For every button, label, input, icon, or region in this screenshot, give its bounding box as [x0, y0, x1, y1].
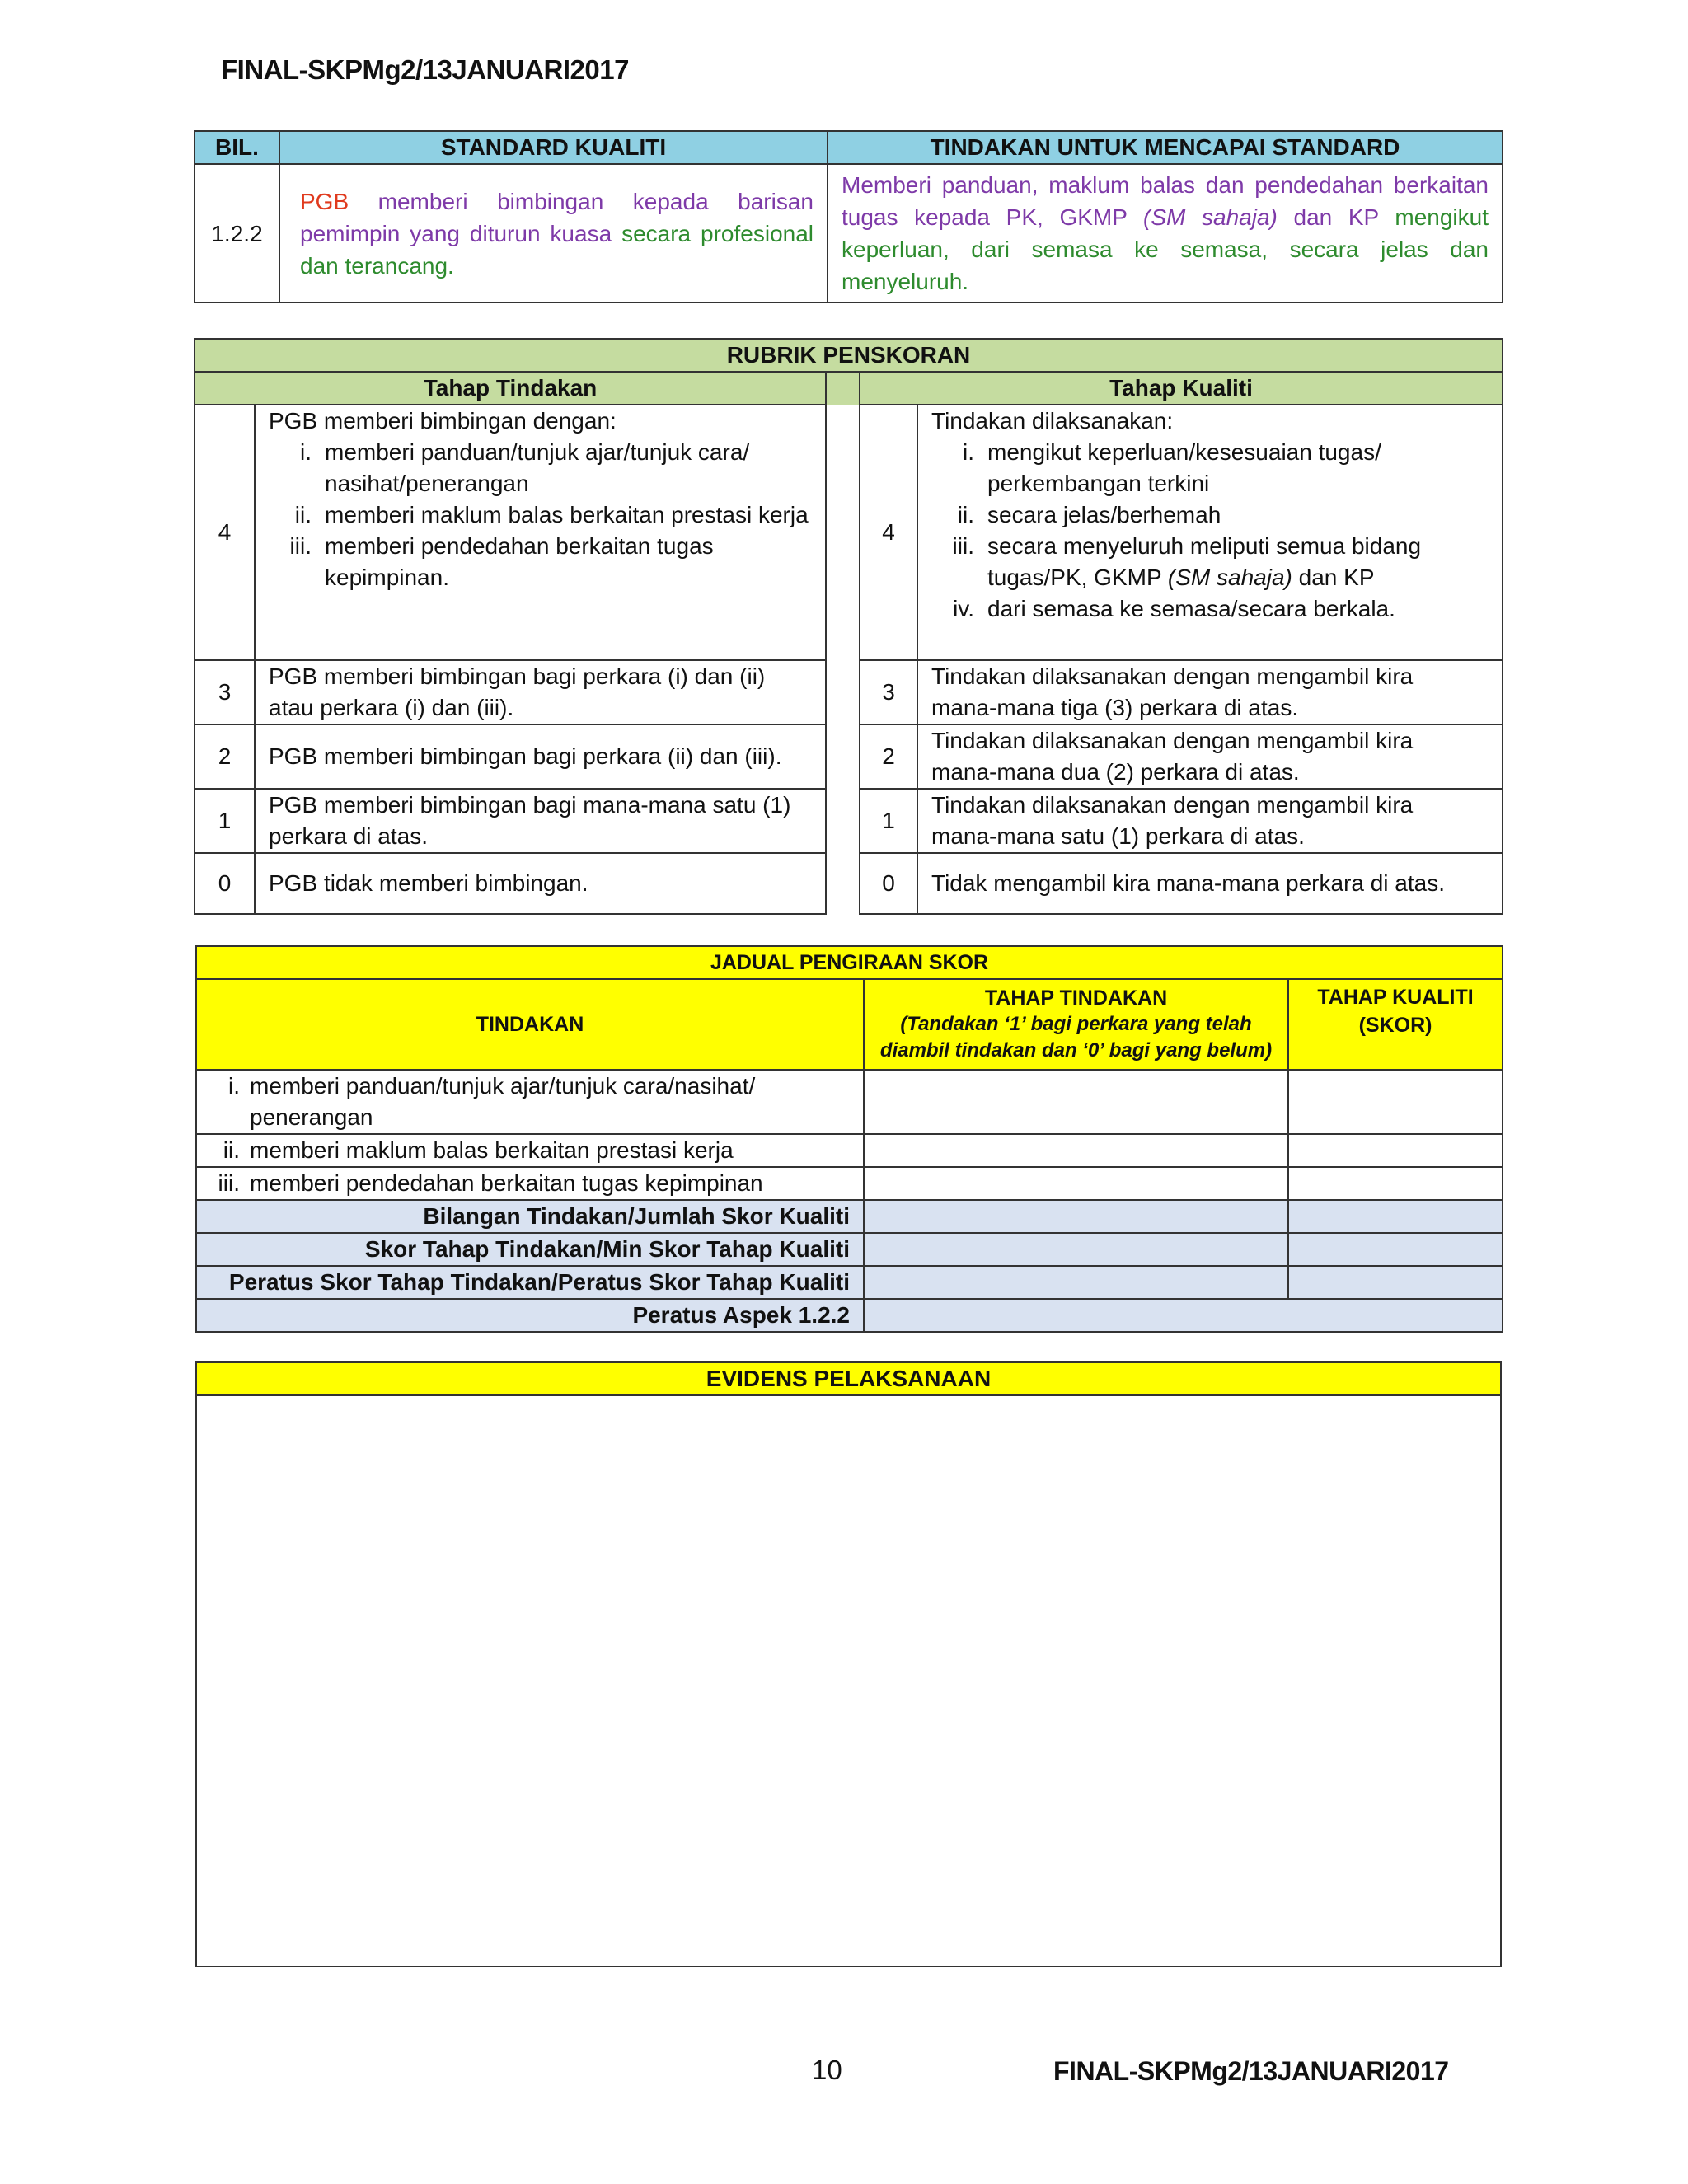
col-tindakan: TINDAKAN [196, 979, 864, 1070]
header-bil: BIL. [195, 131, 279, 164]
rubric-score-4-left: 4 [195, 405, 255, 660]
rubric-score-0-right: 0 [860, 853, 917, 914]
tahap-tindakan-input-1[interactable] [864, 1070, 1288, 1134]
rubric-2-tindakan: PGB memberi bimbingan bagi perkara (ii) dan (iii). [255, 724, 826, 789]
tindakan-part2: dan KP [1293, 204, 1379, 230]
rubric-4-right-list [931, 437, 1469, 625]
score-item-1: i. memberi panduan/tunjuk ajar/tunjuk cara/nasihat/ penerangan [196, 1070, 864, 1134]
evidence-title: EVIDENS PELAKSANAAN [196, 1362, 1501, 1395]
summary-peratus-tindakan-cell[interactable] [864, 1266, 1288, 1299]
list-item: ii. memberi maklum balas berkaitan prestasi kerja [294, 502, 809, 527]
list-item: i. mengikut keperluan/kesesuaian tugas/ perkembangan terkini [963, 439, 1381, 496]
summary-skor-kualiti-cell[interactable] [1288, 1233, 1503, 1266]
evidence-table [195, 1361, 1502, 1967]
col-tahap-tindakan: TAHAP TINDAKAN (Tandakan ‘1’ bagi perkara yang telah diambil tindakan dan ‘0’ bagi yang belum) [864, 979, 1288, 1070]
rubric-score-1-right: 1 [860, 789, 917, 853]
pgb-label: PGB [300, 188, 349, 214]
list-item: i. memberi panduan/tunjuk ajar/tunjuk cara/ nasihat/penerangan [300, 439, 750, 496]
col-tahap-tindakan-note: (Tandakan ‘1’ bagi perkara yang telah diambil tindakan dan ‘0’ bagi yang belum) [879, 1013, 1273, 1062]
summary-bilangan-kualiti-cell[interactable] [1288, 1200, 1503, 1233]
rubric-4-left-intro: PGB memberi bimbingan dengan: [269, 408, 617, 434]
rubric-score-3-left: 3 [195, 660, 255, 724]
rubric-score-4-right: 4 [860, 405, 917, 660]
header-tindakan: TINDAKAN UNTUK MENCAPAI STANDARD [828, 131, 1503, 164]
rubric-2-kualiti: Tindakan dilaksanakan dengan mengambil kira mana-mana dua (2) perkara di atas. [917, 724, 1503, 789]
score-table-title: JADUAL PENGIRAAN SKOR [196, 946, 1503, 979]
rubric-4-left-list [269, 437, 814, 593]
rubric-table [194, 338, 1503, 915]
tahap-tindakan-title: Tahap Tindakan [195, 372, 826, 405]
rubric-0-tindakan: PGB tidak memberi bimbingan. [255, 853, 826, 914]
rubric-3-kualiti: Tindakan dilaksanakan dengan mengambil kira mana-mana tiga (3) perkara di atas. [917, 660, 1503, 724]
summary-peratus-aspek: Peratus Aspek 1.2.2 [196, 1299, 864, 1332]
score-table [195, 945, 1503, 1333]
list-item: iv. dari semasa ke semasa/secara berkala. [953, 596, 1395, 621]
evidence-box[interactable] [196, 1395, 1501, 1966]
list-item: ii. secara jelas/berhemah [957, 502, 1221, 527]
tindakan-part1: Memberi panduan, maklum balas dan pendedahan berkaitan tugas kepada PK, GKMP [842, 172, 1489, 230]
score-item-3: iii. memberi pendedahan berkaitan tugas kepimpinan [196, 1167, 864, 1200]
tahap-kualiti-input-1[interactable] [1288, 1070, 1503, 1134]
summary-skor-tindakan-cell[interactable] [864, 1233, 1288, 1266]
rubric-4-kualiti [917, 405, 1503, 660]
score-item-2: ii. memberi maklum balas berkaitan prestasi kerja [196, 1134, 864, 1167]
list-item: iii. secara menyeluruh meliputi semua bidang tugas/PK, GKMP (SM sahaja) dan KP [952, 533, 1422, 590]
rubric-title: RUBRIK PENSKORAN [195, 339, 1503, 372]
rubric-1-tindakan: PGB memberi bimbingan bagi mana-mana satu (1) perkara di atas. [255, 789, 826, 853]
summary-skor: Skor Tahap Tindakan/Min Skor Tahap Kualiti [196, 1233, 864, 1266]
document-code-header: FINAL-SKPMg2/13JANUARI2017 [221, 54, 629, 85]
rubric-3-tindakan: PGB memberi bimbingan bagi perkara (i) dan (ii) atau perkara (i) dan (iii). [255, 660, 826, 724]
summary-bilangan-tindakan-cell[interactable] [864, 1200, 1288, 1233]
rubric-score-2-left: 2 [195, 724, 255, 789]
col-tahap-kualiti: TAHAP KUALITI (SKOR) [1288, 979, 1503, 1070]
standard-text [279, 164, 828, 302]
rubric-score-2-right: 2 [860, 724, 917, 789]
summary-peratus-skor: Peratus Skor Tahap Tindakan/Peratus Skor Tahap Kualiti [196, 1266, 864, 1299]
tahap-kualiti-input-2[interactable] [1288, 1134, 1503, 1167]
rubric-1-kualiti: Tindakan dilaksanakan dengan mengambil kira mana-mana satu (1) perkara di atas. [917, 789, 1503, 853]
list-item: iii. memberi pendedahan berkaitan tugas kepimpinan. [289, 533, 714, 590]
tahap-kualiti-title: Tahap Kualiti [860, 372, 1503, 405]
standard-table [194, 130, 1503, 303]
rubric-0-kualiti: Tidak mengambil kira mana-mana perkara di atas. [917, 853, 1503, 914]
tahap-tindakan-input-2[interactable] [864, 1134, 1288, 1167]
summary-bilangan: Bilangan Tindakan/Jumlah Skor Kualiti [196, 1200, 864, 1233]
rubric-4-tindakan [255, 405, 826, 660]
tindakan-part3: mengikut keperluan, dari semasa ke semasa, secara jelas dan menyeluruh. [842, 204, 1489, 294]
document-code-footer: FINAL-SKPMg2/13JANUARI2017 [1053, 2056, 1449, 2086]
page-number: 10 [812, 2055, 842, 2085]
tahap-kualiti-input-3[interactable] [1288, 1167, 1503, 1200]
rubric-4-right-intro: Tindakan dilaksanakan: [931, 408, 1174, 434]
header-standard-kualiti: STANDARD KUALITI [279, 131, 828, 164]
summary-peratus-kualiti-cell[interactable] [1288, 1266, 1503, 1299]
standard-part1: memberi bimbingan kepada barisan pemimpin yang diturun kuasa [300, 188, 814, 246]
tahap-tindakan-input-3[interactable] [864, 1167, 1288, 1200]
summary-peratus-aspek-cell[interactable] [864, 1299, 1503, 1332]
rubric-score-3-right: 3 [860, 660, 917, 724]
rubric-score-1-left: 1 [195, 789, 255, 853]
standard-part2: secara profesional dan terancang. [300, 220, 814, 279]
tindakan-sm: (SM sahaja) [1143, 204, 1278, 230]
bil-value: 1.2.2 [195, 164, 279, 302]
tindakan-text [828, 164, 1503, 302]
rubric-score-0-left: 0 [195, 853, 255, 914]
rubric-gap [826, 372, 860, 405]
